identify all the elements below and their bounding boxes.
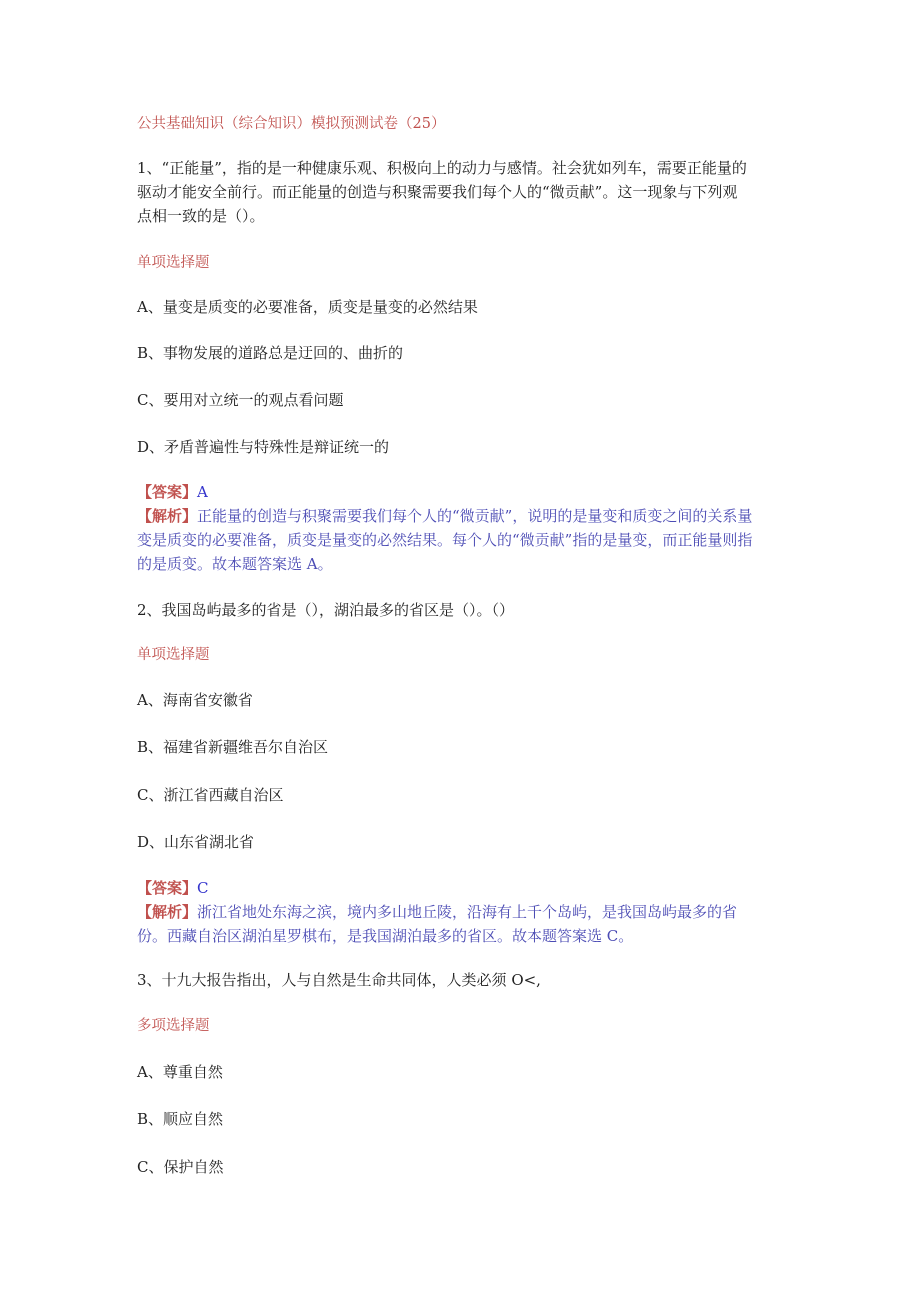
question-1-answer [137,480,787,504]
question-1-line: 驱动才能安全前行。而正能量的创造与积聚需要我们每个人的“微贡献”。这一现象与下列观 [137,183,738,201]
question-3-option-a: A、尊重自然 [137,1063,223,1081]
answer-value: C [197,879,209,897]
question-1-option-c: C、要用对立统一的观点看问题 [137,391,344,409]
question-1-analysis [137,504,787,576]
question-1-option-d: D、矛盾普遍性与特殊性是辩证统一的 [137,438,390,456]
analysis-tag: 【解析】 [137,903,198,921]
answer-value: A [197,483,208,501]
question-2-option-c: C、浙江省西藏自治区 [137,786,284,804]
analysis-line: 的是质变。故本题答案选 A。 [137,555,333,573]
question-3-option-c: C、保护自然 [137,1158,224,1176]
question-1-line: 点相一致的是（）。 [137,207,265,225]
question-1-line: 1、“正能量”，指的是一种健康乐观、积极向上的动力与感情。社会犹如列车，需要正能量的 [137,159,747,177]
question-2-answer [137,876,787,900]
answer-tag: 【答案】 [137,483,198,501]
answer-tag: 【答案】 [137,879,198,897]
question-2-option-b: B、福建省新疆维吾尔自治区 [137,738,329,756]
question-1-type: 单项选择题 [137,255,210,271]
question-2-option-a: A、海南省安徽省 [137,691,253,709]
analysis-line: 变是质变的必要准备，质变是量变的必然结果。每个人的“微贡献”指的是量变，而正能量则指 [137,531,753,549]
question-3-option-b: B、顺应自然 [137,1110,224,1128]
question-3-text: 3、十九大报告指出，人与自然是生命共同体，人类必须 O<, [137,971,541,989]
analysis-line: 份。西藏自治区湖泊星罗棋布，是我国湖泊最多的省区。故本题答案选 C。 [137,927,634,945]
document-title: 公共基础知识（综合知识）模拟预测试卷（25） [137,116,446,132]
analysis-line: 【解析】正能量的创造与积聚需要我们每个人的“微贡献”，说明的是量变和质变之间的关系量 [137,507,753,525]
analysis-tag: 【解析】 [137,507,198,525]
question-2-type: 单项选择题 [137,647,210,663]
question-2-option-d: D、山东省湖北省 [137,833,255,851]
question-2-text: 2、我国岛屿最多的省是（），湖泊最多的省区是（）。（） [137,601,515,619]
question-1-option-a: A、量变是质变的必要准备，质变是量变的必然结果 [137,298,478,316]
question-1-text [137,156,787,228]
analysis-line: 【解析】浙江省地处东海之滨，境内多山地丘陵，沿海有上千个岛屿，是我国岛屿最多的省 [137,903,738,921]
question-1-option-b: B、事物发展的道路总是迂回的、曲折的 [137,344,404,362]
question-2-analysis [137,900,787,948]
question-3-type: 多项选择题 [137,1018,210,1034]
